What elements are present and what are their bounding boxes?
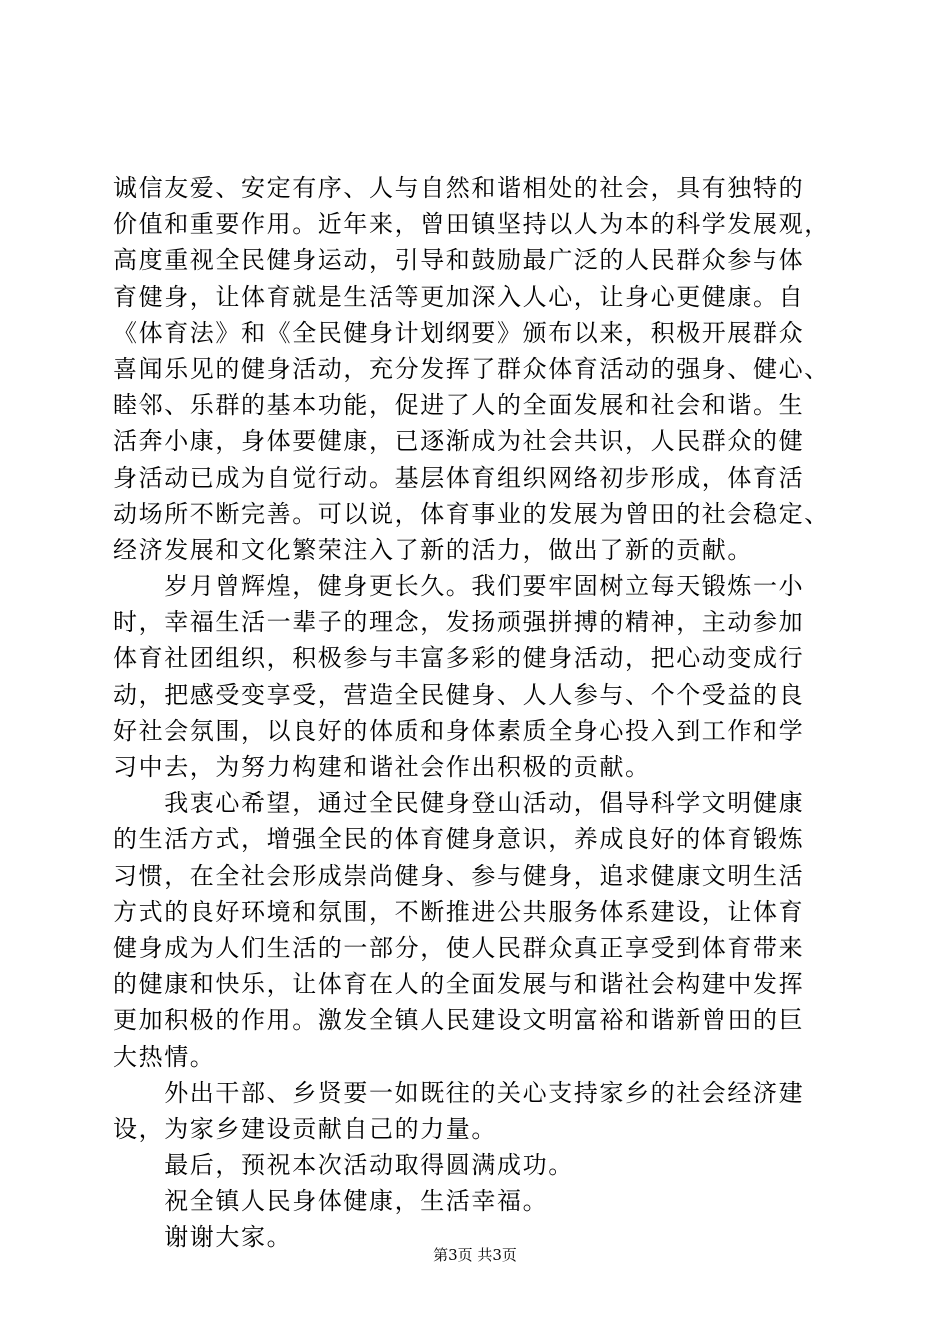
page-number: 第3页 共3页 [433, 1246, 517, 1264]
text-line: 时，幸福生活一辈子的理念，发扬顽强拼搏的精神，主动参加 [113, 608, 805, 637]
text-line: 育健身，让体育就是生活等更加深入人心，让身心更健康。自 [113, 282, 805, 311]
text-line: 谢谢大家。 [113, 1223, 293, 1252]
document-body [113, 170, 843, 1256]
text-line: 经济发展和文化繁荣注入了新的活力，做出了新的贡献。 [113, 535, 753, 564]
text-line: 设，为家乡建设贡献自己的力量。 [113, 1114, 497, 1143]
text-line: 的健康和快乐，让体育在人的全面发展与和谐社会构建中发挥 [113, 970, 805, 999]
text-line: 高度重视全民健身运动，引导和鼓励最广泛的人民群众参与体 [113, 246, 805, 275]
text-line: 我衷心希望，通过全民健身登山活动，倡导科学文明健康 [113, 789, 805, 818]
text-line: 更加积极的作用。激发全镇人民建设文明富裕和谐新曾田的巨 [113, 1006, 805, 1035]
text-line: 祝全镇人民身体健康，生活幸福。 [113, 1187, 549, 1216]
text-line: 好社会氛围，以良好的体质和身体素质全身心投入到工作和学 [113, 716, 805, 745]
text-line: 价值和重要作用。近年来，曾田镇坚持以人为本的科学发展观， [113, 210, 830, 239]
text-line: 喜闻乐见的健身活动，充分发挥了群众体育活动的强身、健心、 [113, 354, 830, 383]
text-line: 睦邻、乐群的基本功能，促进了人的全面发展和社会和谐。生 [113, 391, 805, 420]
text-line: 最后，预祝本次活动取得圆满成功。 [113, 1151, 574, 1180]
text-line: 外出干部、乡贤要一如既往的关心支持家乡的社会经济建 [113, 1078, 805, 1107]
text-line: 动，把感受变享受，营造全民健身、人人参与、个个受益的良 [113, 680, 805, 709]
text-line: 习惯，在全社会形成崇尚健身、参与健身，追求健康文明生活 [113, 861, 805, 890]
text-line: 诚信友爱、安定有序、人与自然和谐相处的社会，具有独特的 [113, 174, 805, 202]
text-line: 岁月曾辉煌，健身更长久。我们要牢固树立每天锻炼一小 [113, 572, 805, 601]
text-line: 活奔小康，身体要健康，已逐渐成为社会共识，人民群众的健 [113, 427, 805, 456]
text-line: 方式的良好环境和氛围，不断推进公共服务体系建设，让体育 [113, 897, 805, 926]
text-line: 健身成为人们生活的一部分，使人民群众真正享受到体育带来 [113, 933, 805, 962]
text-line: 体育社团组织，积极参与丰富多彩的健身活动，把心动变成行 [113, 644, 805, 673]
text-line: 习中去，为努力构建和谐社会作出积极的贡献。 [113, 753, 651, 781]
text-line: 的生活方式，增强全民的体育健身意识，养成良好的体育锻炼 [113, 825, 805, 854]
page-footer [0, 1244, 950, 1266]
text-line: 大热情。 [113, 1042, 216, 1071]
text-line: 身活动已成为自觉行动。基层体育组织网络初步形成，体育活 [113, 463, 805, 492]
text-line: 《体育法》和《全民健身计划纲要》颁布以来，积极开展群众 [113, 318, 805, 347]
text-line: 动场所不断完善。可以说，体育事业的发展为曾田的社会稳定、 [113, 499, 830, 528]
